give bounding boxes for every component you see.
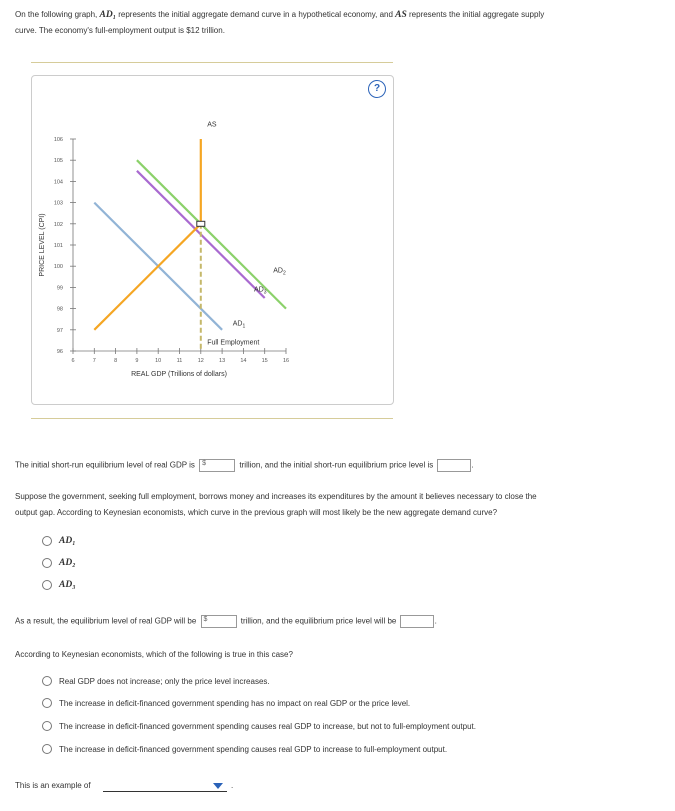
equilibrium-marker[interactable] xyxy=(197,221,205,226)
y-tick-label: 102 xyxy=(53,221,63,228)
radio-button[interactable] xyxy=(42,558,52,568)
option-label: Real GDP does not increase; only the price level increases. xyxy=(59,676,270,686)
x-tick-label: 6 xyxy=(71,358,75,364)
x-tick-label: 12 xyxy=(197,358,204,364)
q4-option-1[interactable] xyxy=(42,676,270,686)
ad2-label: $AD_2$ xyxy=(273,267,286,277)
q3-row xyxy=(15,615,437,628)
q2-text-1: Suppose the government, seeking full employment, borrows money and increases its expenditures by the amount it believes necessary to close the xyxy=(15,492,537,501)
q1-price-input[interactable] xyxy=(437,459,471,472)
q3-price-input[interactable] xyxy=(400,615,434,628)
q3-text-1: As a result, the equilibrium level of real GDP will be xyxy=(15,616,197,626)
q4-prompt: According to Keynesian economists, which of the following is true in this case? xyxy=(15,650,293,659)
y-tick-label: 104 xyxy=(53,179,63,186)
option-label: AD₁ xyxy=(59,536,76,546)
y-tick-label: 105 xyxy=(53,158,63,165)
q4-option-3[interactable] xyxy=(42,721,476,731)
q4-option-4[interactable] xyxy=(42,744,447,754)
x-tick-label: 10 xyxy=(155,358,162,364)
x-tick-label: 14 xyxy=(240,358,247,364)
option-label: The increase in deficit-financed government spending causes real GDP to increase, but not to full-employment output. xyxy=(59,721,476,731)
radio-button[interactable] xyxy=(42,536,52,546)
y-tick-label: 106 xyxy=(53,137,63,143)
q1-text-3: . xyxy=(471,460,474,470)
x-axis-title: REAL GDP (Trillions of dollars) xyxy=(131,371,227,378)
intro-text-3: represents the initial aggregate supply xyxy=(406,10,545,19)
q1-text-2: trillion, and the initial short-run equilibrium price level is xyxy=(239,460,434,470)
q3-gdp-input[interactable]: $ xyxy=(201,615,237,628)
option-label: AD₂ xyxy=(59,558,76,568)
q2-text-2: output gap. According to Keynesian economists, which curve in the previous graph will most likely be the new aggregate demand curve? xyxy=(15,508,498,517)
intro-text-1: On the following graph, xyxy=(15,10,100,19)
y-axis-title: PRICE LEVEL (CPI) xyxy=(39,213,46,277)
q2-prompt xyxy=(15,489,655,521)
x-tick-label: 11 xyxy=(176,358,183,364)
intro-text-2: represents the initial aggregate demand curve in a hypothetical economy, and xyxy=(116,10,396,19)
x-tick-label: 9 xyxy=(135,358,139,364)
option-label: The increase in deficit-financed government spending causes real GDP to increase to full-employment output. xyxy=(59,744,448,754)
y-tick-label: 103 xyxy=(53,200,63,207)
ad3-label: $AD_3$ xyxy=(254,286,267,296)
q1-gdp-input[interactable]: $ xyxy=(199,459,235,472)
intro-text-4: curve. The economy's full-employment output is $12 trillion. xyxy=(15,26,225,35)
radio-button[interactable] xyxy=(42,744,52,754)
q2-option-ad2[interactable] xyxy=(42,558,76,568)
y-tick-label: 99 xyxy=(56,285,63,292)
ad1-label: $AD_1$ xyxy=(232,320,246,330)
y-tick-label: 96 xyxy=(56,349,63,355)
q3-text-2: trillion, and the equilibrium price level will be xyxy=(240,616,397,626)
q2-option-ad1[interactable] xyxy=(42,536,76,546)
help-icon[interactable]: ? xyxy=(368,80,386,98)
y-tick-label: 100 xyxy=(53,264,63,271)
x-tick-label: 13 xyxy=(219,358,226,364)
q1-text-1: The initial short-run equilibrium level of real GDP is xyxy=(15,460,195,470)
q2-option-ad3[interactable] xyxy=(42,580,76,590)
radio-button[interactable] xyxy=(42,580,52,590)
option-label: AD₃ xyxy=(59,580,76,590)
x-tick-label: 16 xyxy=(282,358,290,364)
y-tick-label: 98 xyxy=(56,306,63,313)
full-employment-label: Full Employment xyxy=(207,339,260,347)
radio-button[interactable] xyxy=(42,676,52,686)
q1-row xyxy=(15,459,474,472)
example-of-dropdown[interactable] xyxy=(103,781,227,792)
x-tick-label: 8 xyxy=(114,358,118,364)
dropdown-arrow-icon xyxy=(213,783,223,789)
as-label: AS xyxy=(207,121,217,129)
radio-button[interactable] xyxy=(42,721,52,731)
y-tick-label: 97 xyxy=(56,327,63,334)
bottom-divider xyxy=(31,418,393,419)
as-curve[interactable] xyxy=(94,224,201,330)
x-tick-label: 15 xyxy=(261,358,268,364)
q5-period: . xyxy=(231,781,234,790)
q5-text: This is an example of xyxy=(15,781,91,790)
y-tick-label: 101 xyxy=(53,243,63,249)
as-term: AS xyxy=(395,10,407,20)
q3-text-3: . xyxy=(434,616,437,626)
radio-button[interactable] xyxy=(42,698,52,708)
x-tick-label: 7 xyxy=(92,358,96,364)
ad1-term: AD₁ xyxy=(99,10,117,20)
option-label: The increase in deficit-financed government spending has no impact on real GDP or the price level. xyxy=(59,698,411,708)
q4-option-2[interactable] xyxy=(42,698,410,708)
